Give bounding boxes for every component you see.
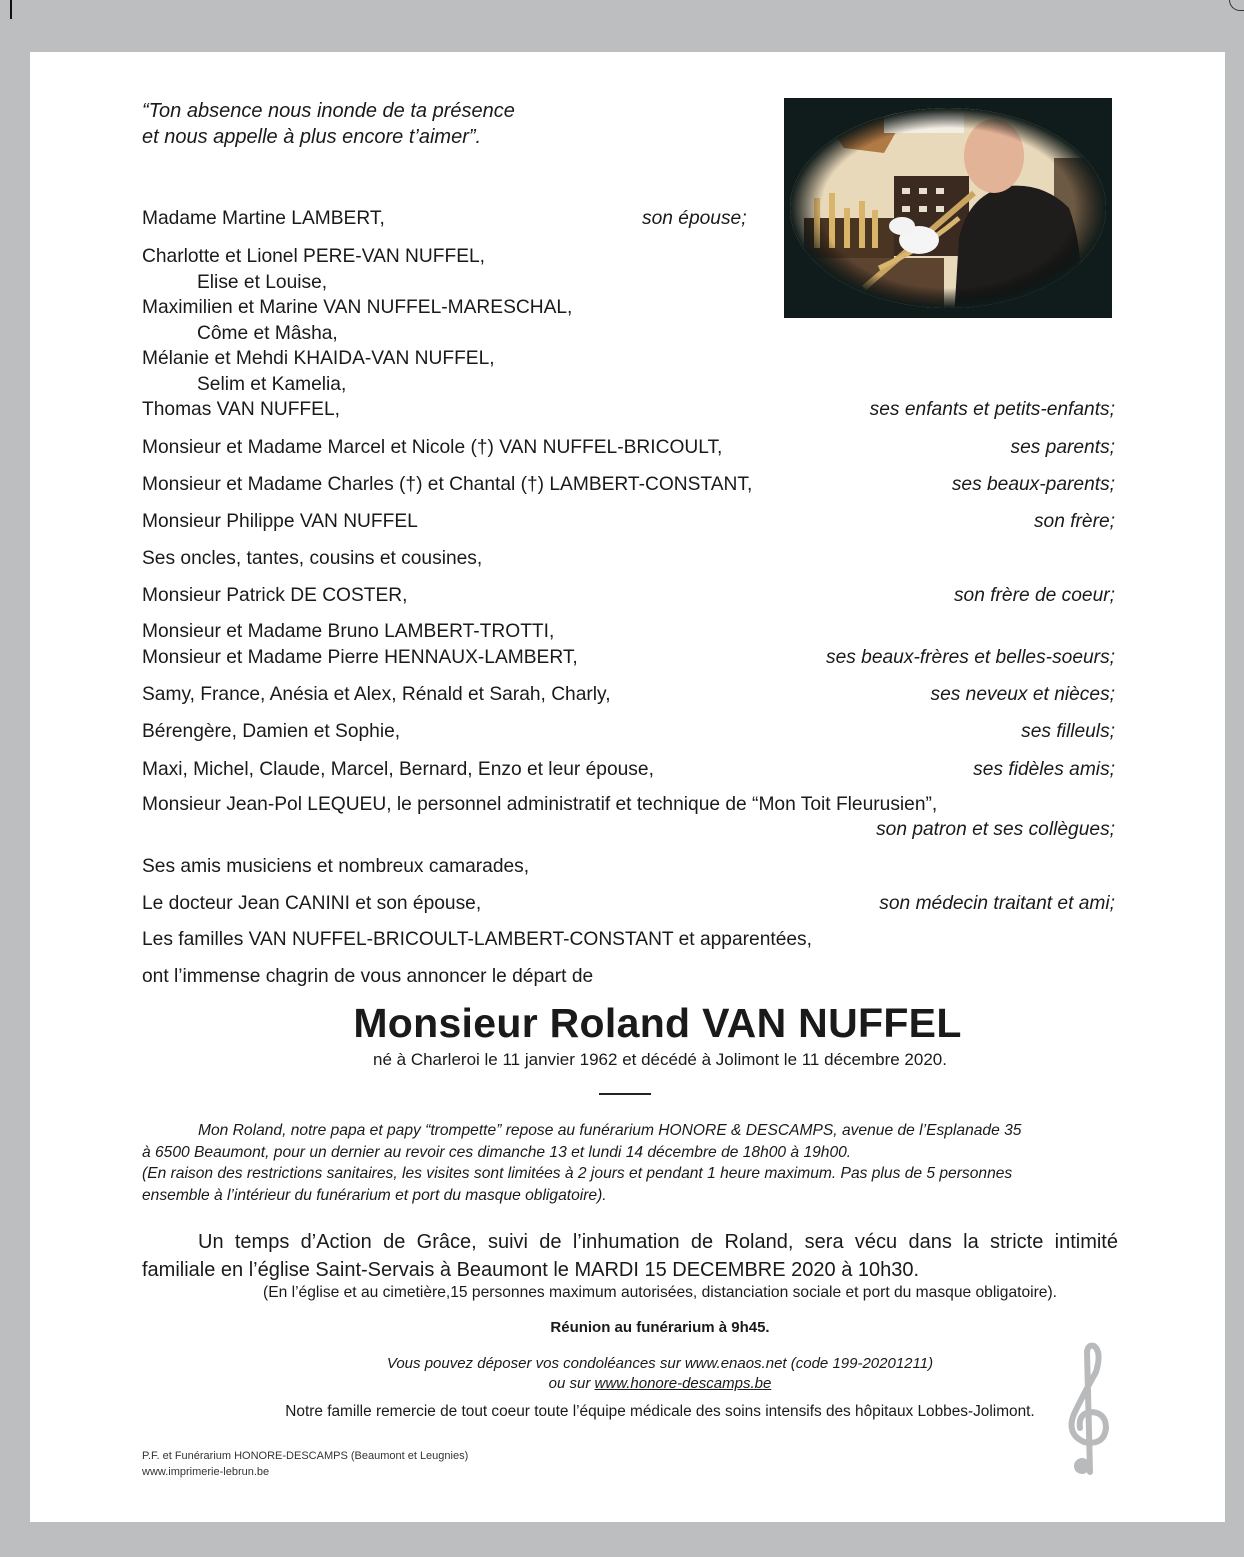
family-member-name: Charlotte et Lionel PERE-VAN NUFFEL, [142, 246, 486, 267]
separator-line [599, 1093, 651, 1095]
family-relation: ses fidèles amis; [973, 759, 1115, 780]
family-member-name: Maxi, Michel, Claude, Marcel, Bernard, Enzo et leur épouse, [142, 759, 654, 780]
family-member-name: Bérengère, Damien et Sophie, [142, 721, 401, 742]
deceased-dates: né à Charleroi le 11 janvier 1962 et décédé à Jolimont le 11 décembre 2020. [373, 1050, 947, 1069]
family-member-name: Selim et Kamelia, [197, 374, 347, 395]
ceremony-info [142, 1228, 1118, 1284]
condolences-link[interactable]: www.honore-descamps.be [594, 1375, 772, 1392]
family-member-name: Ses oncles, tantes, cousins et cousines, [142, 548, 483, 569]
family-member-name: Monsieur et Madame Pierre HENNAUX-LAMBERT, [142, 647, 578, 668]
obituary-page [30, 52, 1225, 1522]
family-relation: ses beaux-parents; [951, 474, 1115, 495]
family-member-name: Ses amis musiciens et nombreux camarades, [142, 856, 530, 877]
family-member-name: Mélanie et Mehdi KHAIDA-VAN NUFFEL, [142, 348, 495, 369]
family-member-name: Le docteur Jean CANINI et son épouse, [142, 893, 482, 914]
family-member-name: Monsieur et Madame Marcel et Nicole (†) VAN NUFFEL-BRICOULT, [142, 437, 723, 458]
family-relation: ses neveux et nièces; [930, 684, 1115, 705]
crop-mark [10, 0, 12, 19]
family-relation: son patron et ses collègues; [876, 819, 1115, 840]
portrait-photo [784, 98, 1112, 318]
family-relation: ses parents; [1010, 437, 1115, 458]
family-relation: ses filleuls; [1021, 721, 1115, 742]
ceremony-line-2: familiale en l’église Saint-Servais à Beaumont le MARDI 15 DECEMBRE 2020 à 10h30. [142, 1259, 920, 1281]
condolences-prefix: ou sur [548, 1375, 591, 1392]
family-member-name: Côme et Mâsha, [197, 323, 338, 344]
footer-line-2: www.imprimerie-lebrun.be [142, 1466, 270, 1478]
ceremony-note: (En l’église et au cimetière,15 personnes maximum autorisées, distanciation sociale et port du masque obligatoire). [263, 1284, 1057, 1301]
family-relation: ses beaux-frères et belles-soeurs; [825, 647, 1115, 668]
family-member-name: Monsieur Philippe VAN NUFFEL [142, 511, 418, 532]
crop-mark [1229, 0, 1244, 11]
family-member-name: Madame Martine LAMBERT, [142, 208, 385, 229]
family-member-name: Samy, France, Anésia et Alex, Rénald et Sarah, Charly, [142, 684, 611, 705]
family-relation: son frère de coeur; [953, 585, 1115, 606]
footer [142, 1448, 468, 1480]
treble-clef-icon [1060, 1342, 1120, 1477]
family-member-name: ont l’immense chagrin de vous annoncer le départ de [142, 966, 594, 987]
family-relation: son frère; [1033, 511, 1115, 532]
thanks-message: Notre famille remercie de tout coeur toute l’équipe médicale des soins intensifs des hôpitaux Lobbes-Jolimont. [285, 1403, 1035, 1420]
visitation-line-1: Mon Roland, notre papa et papy “trompette” repose au funérarium HONORE & DESCAMPS, avenue de l’Esplanade 35 [198, 1122, 1022, 1139]
condolences-info [30, 1354, 1225, 1394]
visitation-line-2: à 6500 Beaumont, pour un dernier au revoir ces dimanche 13 et lundi 14 décembre de 18h00 à 19h00. [142, 1143, 852, 1161]
family-member-name: Elise et Louise, [197, 272, 328, 293]
family-member-name: Monsieur et Madame Charles (†) et Chantal (†) LAMBERT-CONSTANT, [142, 474, 753, 495]
quote-line-2: et nous appelle à plus encore t’aimer”. [142, 126, 482, 148]
family-relation: ses enfants et petits-enfants; [869, 399, 1115, 420]
family-member-name: Monsieur Patrick DE COSTER, [142, 585, 408, 606]
quote-line-1: “Ton absence nous inonde de ta présence [142, 100, 515, 122]
family-member-name: Monsieur et Madame Bruno LAMBERT-TROTTI, [142, 621, 555, 642]
footer-line-1: P.F. et Funérarium HONORE-DESCAMPS (Beaumont et Leugnies) [142, 1450, 469, 1462]
family-member-name: Thomas VAN NUFFEL, [142, 399, 340, 420]
family-member-name: Monsieur Jean-Pol LEQUEU, le personnel administratif et technique de “Mon Toit Fleurusien”, [142, 794, 938, 815]
family-member-name: Les familles VAN NUFFEL-BRICOULT-LAMBERT-CONSTANT et apparentées, [142, 929, 812, 950]
condolences-line-1: Vous pouvez déposer vos condoléances sur www.enaos.net (code 199-20201211) [386, 1355, 934, 1372]
visitation-line-4: ensemble à l’intérieur du funérarium et port du masque obligatoire). [142, 1186, 607, 1204]
meeting-info: Réunion au funérarium à 9h45. [550, 1319, 770, 1336]
visitation-info [142, 1120, 1116, 1206]
family-relation: son épouse; [642, 208, 747, 229]
family-member-name: Maximilien et Marine VAN NUFFEL-MARESCHAL, [142, 297, 573, 318]
deceased-name: Monsieur Roland VAN NUFFEL [353, 1000, 962, 1046]
ceremony-line-1: Un temps d’Action de Grâce, suivi de l’inhumation de Roland, sera vécu dans la stricte intimité [198, 1231, 1118, 1253]
family-relation: son médecin traitant et ami; [879, 893, 1115, 914]
visitation-line-3: (En raison des restrictions sanitaires, les visites sont limitées à 2 jours et pendant 1 heure maximum. Pas plus de 5 personnes [142, 1165, 1013, 1182]
